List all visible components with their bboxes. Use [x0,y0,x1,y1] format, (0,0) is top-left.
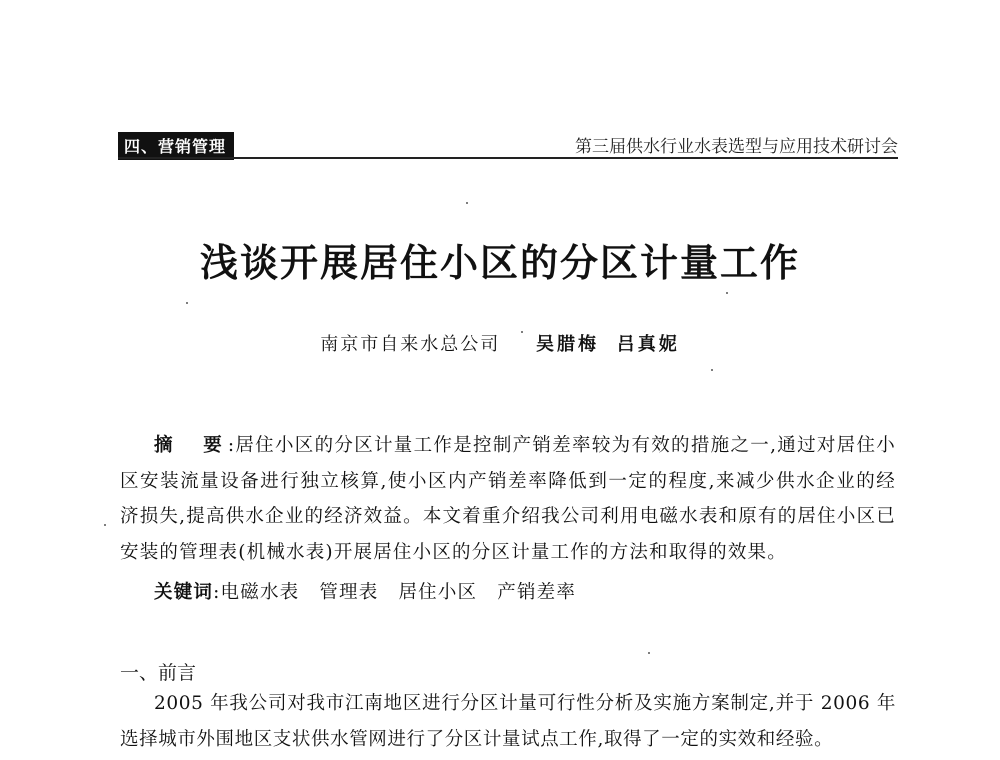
conference-name: 第三届供水行业水表选型与应用技术研讨会 [575,137,898,157]
keywords-label: 关键词 [154,582,214,603]
scan-speck [726,292,728,294]
scan-speck [466,202,468,204]
keyword: 管理表 [319,582,379,603]
scan-speck [711,369,713,371]
author-line [0,330,1000,356]
scan-speck [521,331,523,333]
abstract-text: :居住小区的分区计量工作是控制产销差率较为有效的措施之一,通过对居住小区安装流量设备进行独立核算,使小区内产销差率降低到一定的程度,来减少供水企业的经济损失,提高供水企业的经济效益。本文着重介绍我公司利用电磁水表和原有的居住小区已安装的管理表(机械水表)开展居住小区的分区计量工作的方法和取得的效果。 [120,435,896,563]
section-heading: 一、前言 [120,662,197,684]
keyword: 产销差率 [497,582,577,603]
scan-speck [648,652,650,654]
running-header [118,126,898,160]
abstract [120,428,896,570]
header-rule [118,157,898,159]
scan-speck [104,524,106,526]
keywords [154,578,596,604]
author-name: 吕真妮 [616,334,680,355]
keyword: :电磁水表 [213,582,300,603]
body-paragraph: 2005 年我公司对我市江南地区进行分区计量可行性分析及实施方案制定,并于 2006 年选择城市外围地区支状供水管网进行了分区计量试点工作,取得了一定的实效和经验。 [120,693,896,750]
author-organization: 南京市自来水总公司 [320,334,501,355]
abstract-label: 摘 要 [154,435,228,456]
author-name: 吴腊梅 [536,334,599,355]
paper-title: 浅谈开展居住小区的分区计量工作 [199,241,800,285]
keyword: 居住小区 [398,582,478,603]
scan-speck [186,302,188,304]
section-tag: 四、营销管理 [118,132,234,160]
